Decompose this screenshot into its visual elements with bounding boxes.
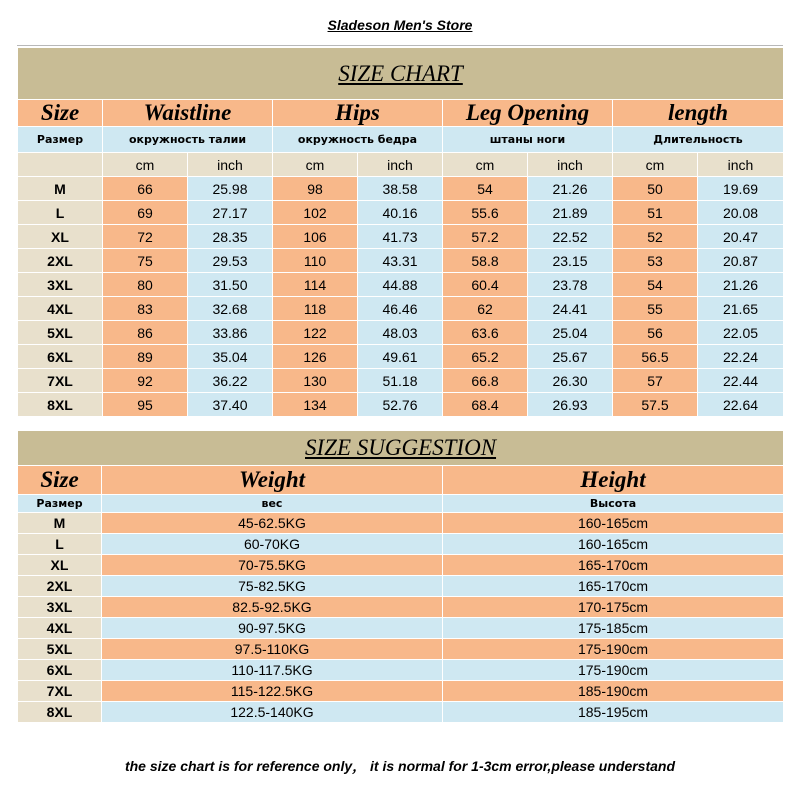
measurement-cell: 28.35 [188,225,273,249]
subheader-waistline: окружность талии [103,127,273,153]
height-cell: 160-165cm [443,534,784,555]
measurement-cell: 29.53 [188,249,273,273]
measurement-cell: 21.26 [698,273,784,297]
unit-cell: cm [613,153,698,177]
measurement-cell: 19.69 [698,177,784,201]
size-suggestion-row [18,702,784,723]
store-name: Sladeson Men's Store [327,17,473,33]
size-suggestion-row [18,534,784,555]
unit-cell: inch [358,153,443,177]
size-label: 7XL [18,369,103,393]
size-suggestion-row [18,618,784,639]
measurement-cell: 56.5 [613,345,698,369]
size-label: 2XL [18,576,102,597]
measurement-cell: 52 [613,225,698,249]
size-chart-row [18,273,784,297]
header-height: Height [443,466,784,495]
size-chart-row [18,249,784,273]
measurement-cell: 98 [273,177,358,201]
measurement-cell: 92 [103,369,188,393]
unit-cell: cm [103,153,188,177]
measurement-cell: 122 [273,321,358,345]
measurement-cell: 49.61 [358,345,443,369]
measurement-cell: 23.15 [528,249,613,273]
size-suggestion-row [18,555,784,576]
measurement-cell: 72 [103,225,188,249]
size-suggestion-rows [18,513,784,723]
size-chart-row [18,369,784,393]
measurement-cell: 110 [273,249,358,273]
measurement-cell: 48.03 [358,321,443,345]
unit-cell: cm [273,153,358,177]
header-hips: Hips [273,100,443,127]
size-label: 4XL [18,297,103,321]
measurement-cell: 20.08 [698,201,784,225]
height-cell: 175-185cm [443,618,784,639]
weight-cell: 110-117.5KG [102,660,443,681]
unit-blank [18,153,103,177]
size-chart-rows [18,177,784,417]
measurement-cell: 52.76 [358,393,443,417]
measurement-cell: 134 [273,393,358,417]
size-chart-title: SIZE CHART [18,48,784,100]
measurement-cell: 126 [273,345,358,369]
measurement-cell: 22.52 [528,225,613,249]
measurement-cell: 36.22 [188,369,273,393]
subheader-size: Размер [18,127,103,153]
measurement-cell: 130 [273,369,358,393]
weight-cell: 82.5-92.5KG [102,597,443,618]
measurement-cell: 55 [613,297,698,321]
unit-cell: cm [443,153,528,177]
size-label: M [18,513,102,534]
measurement-cell: 22.24 [698,345,784,369]
size-label: 4XL [18,618,102,639]
size-suggestion-title: SIZE SUGGESTION [18,431,784,466]
size-chart-row [18,393,784,417]
measurement-cell: 23.78 [528,273,613,297]
measurement-cell: 80 [103,273,188,297]
size-chart-row [18,177,784,201]
unit-cell: inch [188,153,273,177]
size-chart-row [18,321,784,345]
measurement-cell: 31.50 [188,273,273,297]
measurement-cell: 51.18 [358,369,443,393]
measurement-cell: 56 [613,321,698,345]
header-weight: Weight [102,466,443,495]
measurement-cell: 65.2 [443,345,528,369]
measurement-cell: 22.44 [698,369,784,393]
measurement-cell: 26.93 [528,393,613,417]
measurement-cell: 21.89 [528,201,613,225]
measurement-cell: 54 [443,177,528,201]
measurement-cell: 27.17 [188,201,273,225]
weight-cell: 45-62.5KG [102,513,443,534]
measurement-cell: 102 [273,201,358,225]
size-label: 6XL [18,345,103,369]
measurement-cell: 63.6 [443,321,528,345]
measurement-cell: 57.5 [613,393,698,417]
measurement-cell: 57 [613,369,698,393]
measurement-cell: 37.40 [188,393,273,417]
size-suggestion-table [17,430,784,723]
measurement-cell: 38.58 [358,177,443,201]
subheader-size: Размер [18,495,102,513]
unit-cell: inch [528,153,613,177]
size-suggestion-row [18,576,784,597]
size-label: 8XL [18,702,102,723]
size-label: XL [18,555,102,576]
measurement-cell: 22.05 [698,321,784,345]
measurement-cell: 24.41 [528,297,613,321]
measurement-cell: 26.30 [528,369,613,393]
subheader-hips: окружность бедра [273,127,443,153]
measurement-cell: 75 [103,249,188,273]
measurement-cell: 55.6 [443,201,528,225]
height-cell: 175-190cm [443,639,784,660]
height-cell: 185-190cm [443,681,784,702]
measurement-cell: 58.8 [443,249,528,273]
measurement-cell: 25.04 [528,321,613,345]
size-label: L [18,201,103,225]
subheader-weight: вес [102,495,443,513]
measurement-cell: 20.47 [698,225,784,249]
weight-cell: 97.5-110KG [102,639,443,660]
measurement-cell: 83 [103,297,188,321]
measurement-cell: 60.4 [443,273,528,297]
size-label: 6XL [18,660,102,681]
measurement-cell: 68.4 [443,393,528,417]
weight-cell: 70-75.5KG [102,555,443,576]
unit-cell: inch [698,153,784,177]
size-label: 2XL [18,249,103,273]
subheader-length: Длительность [613,127,784,153]
height-cell: 185-195cm [443,702,784,723]
measurement-cell: 89 [103,345,188,369]
subheader-leg-opening: штаны ноги [443,127,613,153]
size-label: L [18,534,102,555]
measurement-cell: 25.98 [188,177,273,201]
measurement-cell: 33.86 [188,321,273,345]
measurement-cell: 21.26 [528,177,613,201]
measurement-cell: 40.16 [358,201,443,225]
height-cell: 165-170cm [443,576,784,597]
size-label: 8XL [18,393,103,417]
size-suggestion-row [18,513,784,534]
measurement-cell: 43.31 [358,249,443,273]
subheader-height: Высота [443,495,784,513]
size-label: M [18,177,103,201]
measurement-cell: 95 [103,393,188,417]
size-suggestion-row [18,681,784,702]
measurement-cell: 53 [613,249,698,273]
size-label: 3XL [18,597,102,618]
measurement-cell: 69 [103,201,188,225]
measurement-cell: 86 [103,321,188,345]
measurement-cell: 41.73 [358,225,443,249]
measurement-cell: 62 [443,297,528,321]
size-label: 5XL [18,639,102,660]
size-label: XL [18,225,103,249]
top-divider [17,45,783,46]
measurement-cell: 66.8 [443,369,528,393]
measurement-cell: 46.46 [358,297,443,321]
size-chart-row [18,297,784,321]
weight-cell: 115-122.5KG [102,681,443,702]
header-leg-opening: Leg Opening [443,100,613,127]
size-suggestion-row [18,660,784,681]
measurement-cell: 57.2 [443,225,528,249]
measurement-cell: 106 [273,225,358,249]
measurement-cell: 35.04 [188,345,273,369]
measurement-cell: 51 [613,201,698,225]
size-label: 3XL [18,273,103,297]
height-cell: 170-175cm [443,597,784,618]
size-suggestion-row [18,597,784,618]
measurement-cell: 20.87 [698,249,784,273]
size-chart-table [17,47,784,417]
measurement-cell: 50 [613,177,698,201]
size-chart-row [18,345,784,369]
header-length: length [613,100,784,127]
weight-cell: 122.5-140KG [102,702,443,723]
header-waistline: Waistline [103,100,273,127]
measurement-cell: 44.88 [358,273,443,297]
size-chart-row [18,201,784,225]
measurement-cell: 114 [273,273,358,297]
measurement-cell: 66 [103,177,188,201]
height-cell: 165-170cm [443,555,784,576]
reference-note: the size chart is for reference only， it is normal for 1-3cm error,please understand [124,758,676,774]
size-label: 7XL [18,681,102,702]
measurement-cell: 32.68 [188,297,273,321]
height-cell: 175-190cm [443,660,784,681]
measurement-cell: 118 [273,297,358,321]
size-suggestion-row [18,639,784,660]
weight-cell: 60-70KG [102,534,443,555]
weight-cell: 75-82.5KG [102,576,443,597]
measurement-cell: 22.64 [698,393,784,417]
header-size: Size [18,466,102,495]
weight-cell: 90-97.5KG [102,618,443,639]
header-size: Size [18,100,103,127]
measurement-cell: 21.65 [698,297,784,321]
size-label: 5XL [18,321,103,345]
measurement-cell: 54 [613,273,698,297]
size-chart-row [18,225,784,249]
height-cell: 160-165cm [443,513,784,534]
measurement-cell: 25.67 [528,345,613,369]
